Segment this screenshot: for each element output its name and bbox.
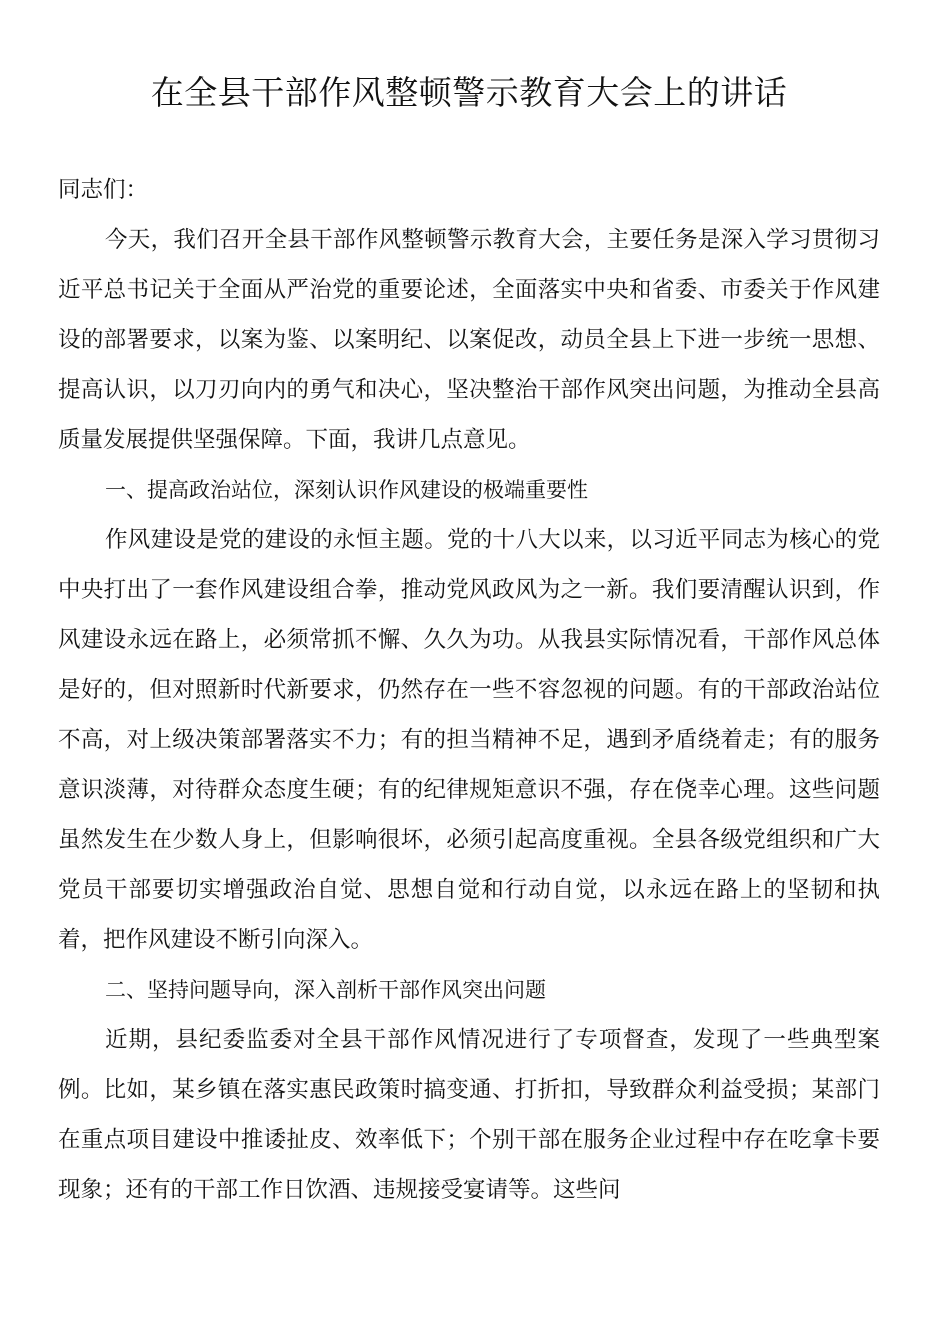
salutation: 同志们： — [58, 177, 149, 203]
document-body — [58, 165, 880, 1215]
section-2-paragraph: 近期，县纪委监委对全县干部作风情况进行了专项督查，发现了一些典型案例。比如，某乡镇在落实惠民政策时搞变通、打折扣，导致群众利益受损；某部门在重点项目建设中推诿扯皮、效率低下；个别干部在服务企业过程中存在吃拿卡要现象；还有的干部工作日饮酒、违规接受宴请等。这些问 — [58, 1027, 880, 1203]
document-page — [58, 0, 880, 1215]
document-title: 在全县干部作风整顿警示教育大会上的讲话 — [150, 73, 788, 112]
section-1-paragraph: 作风建设是党的建设的永恒主题。党的十八大以来，以习近平同志为核心的党中央打出了一套作风建设组合拳，推动党风政风为之一新。我们要清醒认识到，作风建设永远在路上，必须常抓不懈、久久为功。从我县实际情况看，干部作风总体是好的，但对照新时代新要求，仍然存在一些不容忽视的问题。有的干部政治站位不高，对上级决策部署落实不力；有的担当精神不足，遇到矛盾绕着走；有的服务意识淡薄，对待群众态度生硬；有的纪律规矩意识不强，存在侥幸心理。这些问题虽然发生在少数人身上，但影响很坏，必须引起高度重视。全县各级党组织和广大党员干部要切实增强政治自觉、思想自觉和行动自觉，以永远在路上的坚韧和执着，把作风建设不断引向深入。 — [58, 527, 880, 953]
intro-paragraph: 今天，我们召开全县干部作风整顿警示教育大会，主要任务是深入学习贯彻习近平总书记关于全面从严治党的重要论述，全面落实中央和省委、市委关于作风建设的部署要求，以案为鉴、以案明纪、以案促改，动员全县上下进一步统一思想、提高认识，以刀刃向内的勇气和决心，坚决整治干部作风突出问题，为推动全县高质量发展提供坚强保障。下面，我讲几点意见。 — [58, 227, 880, 453]
section-2-heading: 二、坚持问题导向，深入剖析干部作风突出问题 — [105, 978, 546, 1002]
section-1-heading: 一、提高政治站位，深刻认识作风建设的极端重要性 — [105, 478, 588, 502]
